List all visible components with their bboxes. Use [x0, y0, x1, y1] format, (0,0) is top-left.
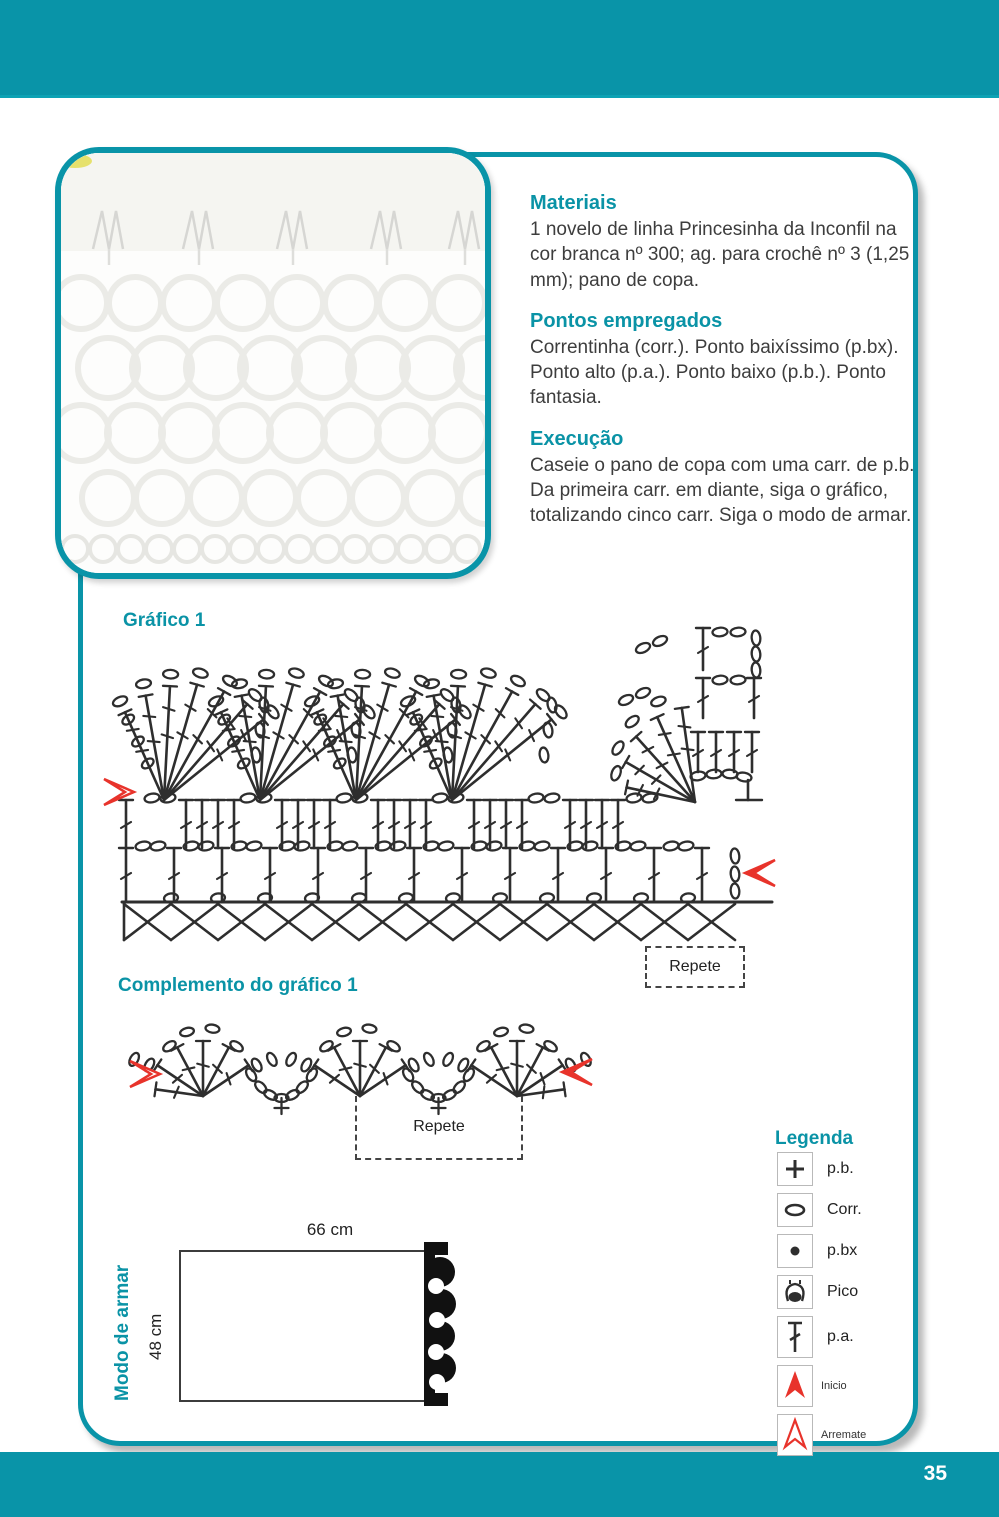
assembly-title: Modo de armar [112, 1264, 133, 1402]
stitches-text: Correntinha (corr.). Ponto baixíssimo (p.bx). Ponto alto (p.a.). Ponto baixo (p.b.). Ponto fantasia. [530, 336, 899, 409]
legend-label: p.bx [827, 1242, 858, 1259]
legend-label: Corr. [827, 1201, 862, 1218]
materials-text: 1 novelo de linha Princesinha da Inconfil na cor branca nº 300; ag. para crochê nº 3 (1,25 mm); pano de copa. [530, 219, 910, 291]
page-number: 35 [923, 1462, 947, 1485]
stitches-heading: Pontos empregados [530, 309, 723, 332]
chart1-repeat-label: Repete [669, 958, 721, 975]
legend [777, 1152, 927, 1463]
picot-icon [777, 1275, 813, 1309]
legend-item-corr [777, 1193, 927, 1227]
execution-heading: Execução [530, 427, 624, 450]
assembly-width-label: 66 cm [306, 1220, 354, 1239]
instructions-column [530, 192, 915, 545]
execution-text: Caseie o pano de copa com uma carr. de p.b. Da primeira carr. em diante, siga o gráfico, totalizando cinco carr. Siga o modo de armar. [530, 454, 915, 527]
legend-label: Arremate [821, 1429, 867, 1441]
crochet-sample-photo [55, 147, 491, 579]
legend-title: Legenda [775, 1128, 854, 1149]
chart2-title: Complemento do gráfico 1 [118, 975, 358, 996]
chart1-crochet-diagram [98, 620, 778, 965]
legend-label: p.b. [827, 1160, 854, 1177]
double-crochet-icon [777, 1316, 813, 1358]
legend-item-inicio [777, 1365, 927, 1407]
legend-label: p.a. [827, 1328, 854, 1345]
top-teal-bar [0, 0, 999, 98]
chart2-repeat-label: Repete [413, 1118, 465, 1135]
legend-item-pbx [777, 1234, 927, 1268]
single-crochet-plus-icon [777, 1152, 813, 1186]
legend-label: Pico [827, 1283, 859, 1300]
legend-item-pa [777, 1316, 927, 1358]
slip-stitch-dot-icon [777, 1234, 813, 1268]
lace-photo-illustration [61, 153, 485, 573]
legend-item-pico [777, 1275, 927, 1309]
finish-arrow-icon [777, 1414, 813, 1456]
start-arrow-icon [777, 1365, 813, 1407]
legend-label: Inicio [821, 1380, 847, 1392]
assembly-cloth-rectangle [179, 1250, 433, 1402]
chart1-title: Gráfico 1 [123, 610, 206, 631]
materials-heading: Materiais [530, 192, 617, 214]
assembly-lace-edge [424, 1242, 462, 1406]
chart2-repeat-box [355, 1096, 523, 1160]
chart1-repeat-box [645, 946, 745, 988]
legend-item-arremate [777, 1414, 927, 1456]
legend-item-pb [777, 1152, 927, 1186]
chain-oval-icon [777, 1193, 813, 1227]
assembly-height-label: 48 cm [146, 1313, 165, 1361]
